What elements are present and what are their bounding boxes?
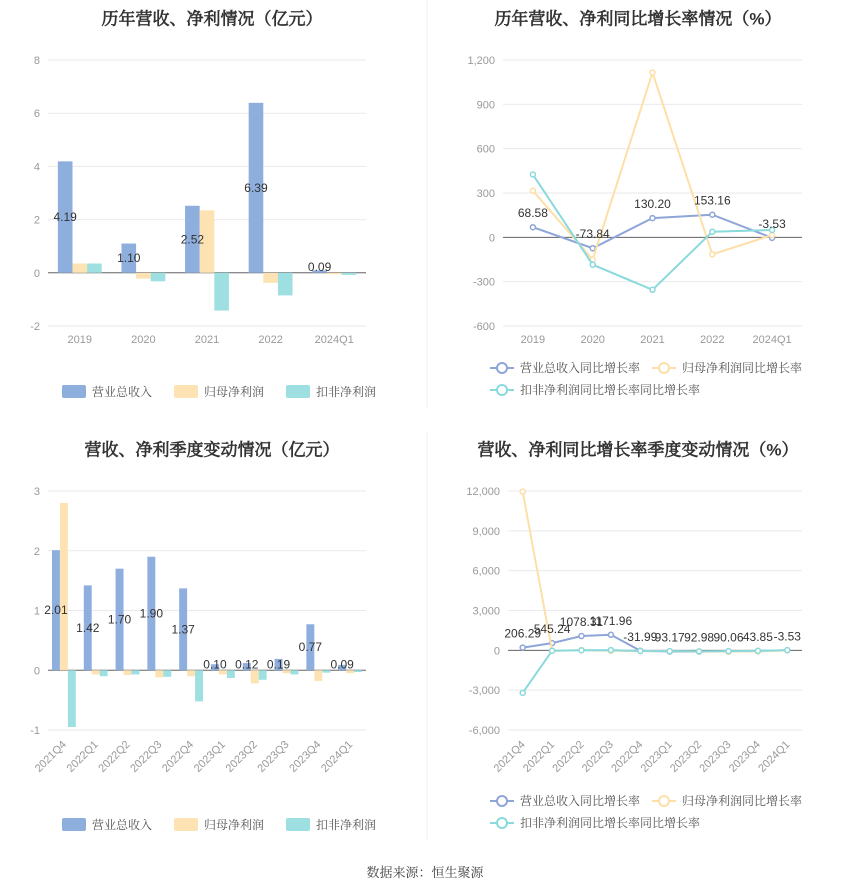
annual_bar-bar-deducted-profit	[87, 263, 102, 272]
quarter_line-data-label: 1078.31	[559, 615, 604, 630]
annual_line-y-tick-label: 900	[476, 99, 495, 112]
annual_bar-legend-label: 营业总收入	[92, 385, 153, 399]
quarter_bar-legend-swatch	[174, 818, 198, 831]
quarter_line-point-0	[608, 632, 613, 637]
annual_bar-data-label: 4.19	[53, 210, 77, 225]
annual_bar-bar-parent-profit	[136, 273, 151, 279]
annual_line-title: 历年营收、净利同比增长率情况（%）	[494, 9, 782, 29]
annual_line-y-tick-label: 0	[488, 232, 495, 245]
quarter_bar-x-tick-label: 2023Q4	[287, 738, 324, 775]
quarter_bar-data-label: 1.37	[171, 622, 195, 637]
quarter_line-y-tick-label: 12,000	[466, 486, 500, 498]
annual_line-x-tick-label: 2022	[700, 334, 725, 346]
quarter_bar-bar-deducted-profit	[227, 670, 235, 678]
annual_bar-bar-deducted-profit	[214, 273, 229, 311]
annual_line-y-tick-label: 600	[476, 143, 495, 156]
annual_bar-bar-parent-profit	[72, 263, 87, 272]
quarter_line-legend-label: 营业总收入同比增长率	[520, 794, 641, 808]
annual_line-legend-label: 扣非净利润同比增长率同比增长率	[520, 383, 701, 397]
quarter_line-x-tick-label: 2023Q4	[726, 738, 764, 775]
annual_bar-bar-deducted-profit	[342, 273, 357, 275]
quarter_line-data-label: 93.17	[654, 630, 685, 645]
quarter_line-x-tick-label: 2023Q3	[697, 738, 734, 775]
annual_line-x-tick-label: 2019	[520, 334, 546, 346]
quarter_bar-bar-deducted-profit	[131, 670, 139, 674]
annual_bar-x-tick-label: 2021	[194, 334, 220, 346]
quarter_bar-bar-deducted-profit	[290, 670, 298, 674]
annual_line-point-2	[710, 229, 715, 234]
annual_line-legend-marker	[497, 385, 507, 395]
quarter_line-data-label: 1171.96	[589, 613, 633, 628]
quarter_bar-legend-swatch	[286, 818, 310, 831]
annual_line-point-0	[710, 212, 715, 217]
annual_line-data-label: 68.58	[517, 206, 548, 221]
annual_line-x-tick-label: 2021	[640, 334, 665, 346]
annual_line-x-tick-label: 2024Q1	[752, 334, 792, 346]
quarter_line-data-label: 206.29	[504, 626, 542, 641]
annual_bar-title: 历年营收、净利情况（亿元）	[101, 9, 323, 29]
quarter_line-data-label: 43.85	[742, 629, 773, 644]
annual_bar-x-tick-label: 2022	[258, 334, 283, 346]
quarter_line-legend-label: 扣非净利润同比增长率同比增长率	[520, 816, 701, 830]
quarter_line-point-2	[579, 648, 584, 653]
annual_bar-x-tick-label: 2019	[67, 334, 93, 346]
annual_bar-legend-swatch	[286, 385, 310, 398]
quarter_line-data-label: -3.53	[773, 629, 801, 644]
quarter_line-x-tick-label: 2023Q2	[668, 738, 705, 775]
annual_line-y-tick-label: -300	[472, 276, 495, 289]
annual_bar-legend-label: 归母净利润	[204, 385, 265, 399]
quarter_line-point-2	[608, 648, 613, 653]
quarter_line-point-2	[550, 648, 555, 653]
quarter_bar-data-label: 0.77	[298, 640, 323, 655]
annual_bar-legend-label: 扣非净利润	[316, 385, 377, 399]
quarter_bar-y-tick-label: 1	[33, 605, 40, 618]
annual_line-legend-label: 归母净利润同比增长率	[682, 361, 803, 375]
annual_line-legend-marker	[659, 363, 669, 373]
quarter_bar-bar-deducted-profit	[68, 670, 76, 727]
annual_line-x-tick-label: 2020	[580, 334, 605, 346]
quarter_line-x-tick-label: 2021Q4	[491, 738, 528, 775]
quarter_bar-x-tick-label: 2023Q1	[191, 738, 229, 775]
annual_bar-bar-deducted-profit	[151, 273, 166, 282]
quarter_line-legend-label: 归母净利润同比增长率	[682, 794, 803, 808]
quarter_bar-x-tick-label: 2022Q1	[64, 738, 101, 775]
annual_line-data-label: 153.16	[693, 193, 731, 208]
quarter_line-series-line-2	[523, 650, 788, 693]
quarter_line-y-tick-label: 3,000	[472, 605, 500, 618]
quarter_bar-x-tick-label: 2022Q2	[96, 738, 133, 775]
annual_line-legend-label: 营业总收入同比增长率	[520, 361, 641, 375]
quarter_line-x-tick-label: 2022Q1	[521, 738, 558, 775]
quarter_bar-data-label: 0.10	[203, 657, 227, 672]
annual_bar-data-label: 1.10	[117, 251, 141, 266]
quarter_line-y-tick-label: -6,000	[468, 725, 500, 737]
quarter_bar-data-label: 2.01	[44, 603, 68, 618]
quarter_bar-legend-label: 扣非净利润	[316, 818, 377, 832]
quarter_bar-data-label: 1.70	[107, 612, 132, 627]
annual_bar-data-label: 6.39	[244, 180, 268, 195]
annual_bar-x-tick-label: 2024Q1	[314, 334, 354, 346]
quarter_line-point-2	[697, 649, 702, 654]
quarter_line-y-tick-label: 0	[493, 645, 500, 658]
quarter_bar-data-label: 0.12	[235, 657, 259, 672]
quarter_bar-x-tick-label: 2024Q1	[319, 738, 356, 775]
annual_line-y-tick-label: -600	[472, 321, 495, 333]
quarter_line-point-0	[579, 634, 584, 639]
annual_bar-y-tick-label: 8	[33, 55, 40, 67]
annual_line-legend-marker	[497, 363, 507, 373]
quarter_bar-bar-deducted-profit	[195, 670, 203, 701]
quarter_line-data-label: 90.06	[713, 630, 744, 645]
annual_bar-legend-swatch	[174, 385, 198, 398]
annual_bar-y-tick-label: 2	[33, 214, 40, 227]
quarter_line-point-2	[785, 648, 790, 653]
quarter_line-legend-marker	[497, 796, 507, 806]
quarter_bar-y-tick-label: 2	[33, 545, 40, 558]
quarter_line-data-label: -31.99	[623, 629, 658, 644]
annual_line-point-0	[530, 225, 535, 230]
quarter_line-y-tick-label: 6,000	[472, 565, 500, 578]
annual_bar-y-tick-label: 0	[33, 267, 40, 280]
annual_line-data-label: -73.84	[575, 227, 610, 242]
annual_line-point-2	[530, 172, 535, 177]
annual_bar-bar-parent-profit	[263, 273, 278, 283]
quarter_bar-legend-swatch	[62, 818, 86, 831]
annual_bar-y-tick-label: -2	[30, 321, 40, 333]
quarter_bar-bar-parent-profit	[60, 503, 68, 670]
quarter_line-data-label: 92.98	[684, 630, 715, 645]
quarter_bar-legend-label: 营业总收入	[92, 818, 153, 832]
annual_bar-legend-swatch	[62, 385, 86, 398]
quarter_bar-data-label: 1.42	[76, 620, 100, 635]
quarter_line-x-tick-label: 2023Q1	[638, 738, 675, 775]
quarter_bar-bar-parent-profit	[251, 670, 259, 683]
annual_line-point-1	[710, 252, 715, 257]
quarter_bar-bar-parent-profit	[155, 670, 163, 677]
annual_line-point-1	[530, 188, 535, 193]
annual_bar-data-label: 0.09	[307, 259, 332, 274]
quarter_line-point-2	[667, 649, 672, 654]
annual_line-point-2	[590, 262, 595, 267]
quarter_bar-x-tick-label: 2023Q2	[223, 738, 260, 775]
quarter_bar-bar-deducted-profit	[259, 670, 267, 680]
annual_line-data-label: -3.53	[758, 216, 786, 231]
quarter_line-legend-marker	[659, 796, 669, 806]
annual_bar-data-label: 2.52	[180, 232, 205, 247]
quarter_line-y-tick-label: -3,000	[468, 685, 500, 698]
quarter_bar-x-tick-label: 2022Q3	[128, 738, 165, 775]
quarter_bar-bar-parent-profit	[92, 670, 100, 674]
quarter_line-point-1	[520, 489, 525, 494]
quarter_bar-x-tick-label: 2023Q3	[255, 738, 292, 775]
quarter_bar-legend-label: 归母净利润	[204, 818, 265, 832]
quarter_bar-bar-parent-profit	[187, 670, 195, 676]
annual_line-point-0	[650, 216, 655, 221]
quarter_bar-bar-parent-profit	[124, 670, 132, 675]
quarter_bar-y-tick-label: 0	[33, 665, 40, 678]
quarter_bar-bar-deducted-profit	[354, 670, 362, 672]
quarter_line-point-0	[520, 645, 525, 650]
quarter_line-legend-marker	[497, 818, 507, 828]
quarter_bar-x-tick-label: 2021Q4	[32, 738, 70, 775]
quarter_bar-data-label: 0.09	[330, 657, 354, 672]
quarter_line-x-tick-label: 2022Q4	[609, 738, 646, 775]
quarter_line-point-2	[726, 649, 731, 654]
quarter_bar-y-tick-label: -1	[30, 725, 40, 737]
annual_line-point-1	[770, 233, 775, 238]
annual_line-data-label: 130.20	[634, 197, 671, 212]
quarter_bar-title: 营收、净利季度变动情况（亿元）	[84, 440, 340, 460]
quarter_line-title: 营收、净利同比增长率季度变动情况（%）	[477, 440, 799, 460]
annual_line-point-2	[650, 287, 655, 292]
annual_bar-y-tick-label: 4	[33, 161, 40, 174]
quarter_line-x-tick-label: 2022Q3	[579, 738, 617, 775]
quarter_line-point-2	[755, 648, 760, 653]
quarter_line-x-tick-label: 2024Q1	[756, 738, 793, 775]
quarter_bar-data-label: 1.90	[139, 606, 164, 621]
annual_bar-y-tick-label: 6	[33, 108, 40, 121]
annual_line-point-0	[590, 246, 595, 251]
quarter_bar-y-tick-label: 3	[33, 486, 40, 498]
annual_bar-bar-deducted-profit	[278, 273, 293, 296]
quarter_line-point-2	[638, 648, 643, 653]
quarter_bar-bar-deducted-profit	[100, 670, 108, 676]
annual_line-y-tick-label: 1,200	[467, 55, 495, 67]
quarter_line-x-tick-label: 2022Q2	[550, 738, 587, 775]
annual_line-y-tick-label: 300	[476, 188, 495, 200]
quarter_bar-x-tick-label: 2022Q4	[160, 738, 197, 775]
annual_bar-x-tick-label: 2020	[131, 334, 156, 346]
quarter_bar-bar-deducted-profit	[322, 670, 330, 672]
quarter_line-y-tick-label: 9,000	[472, 525, 500, 538]
quarter_line-point-2	[520, 690, 525, 695]
quarter_bar-bar-parent-profit	[314, 670, 322, 681]
data-source-note: 数据来源：恒生聚源	[366, 865, 484, 880]
annual_line-point-1	[650, 70, 655, 75]
quarter_line-data-label: 545.24	[533, 622, 571, 637]
quarter_bar-bar-deducted-profit	[163, 670, 171, 677]
quarter_bar-data-label: 0.19	[266, 657, 291, 672]
